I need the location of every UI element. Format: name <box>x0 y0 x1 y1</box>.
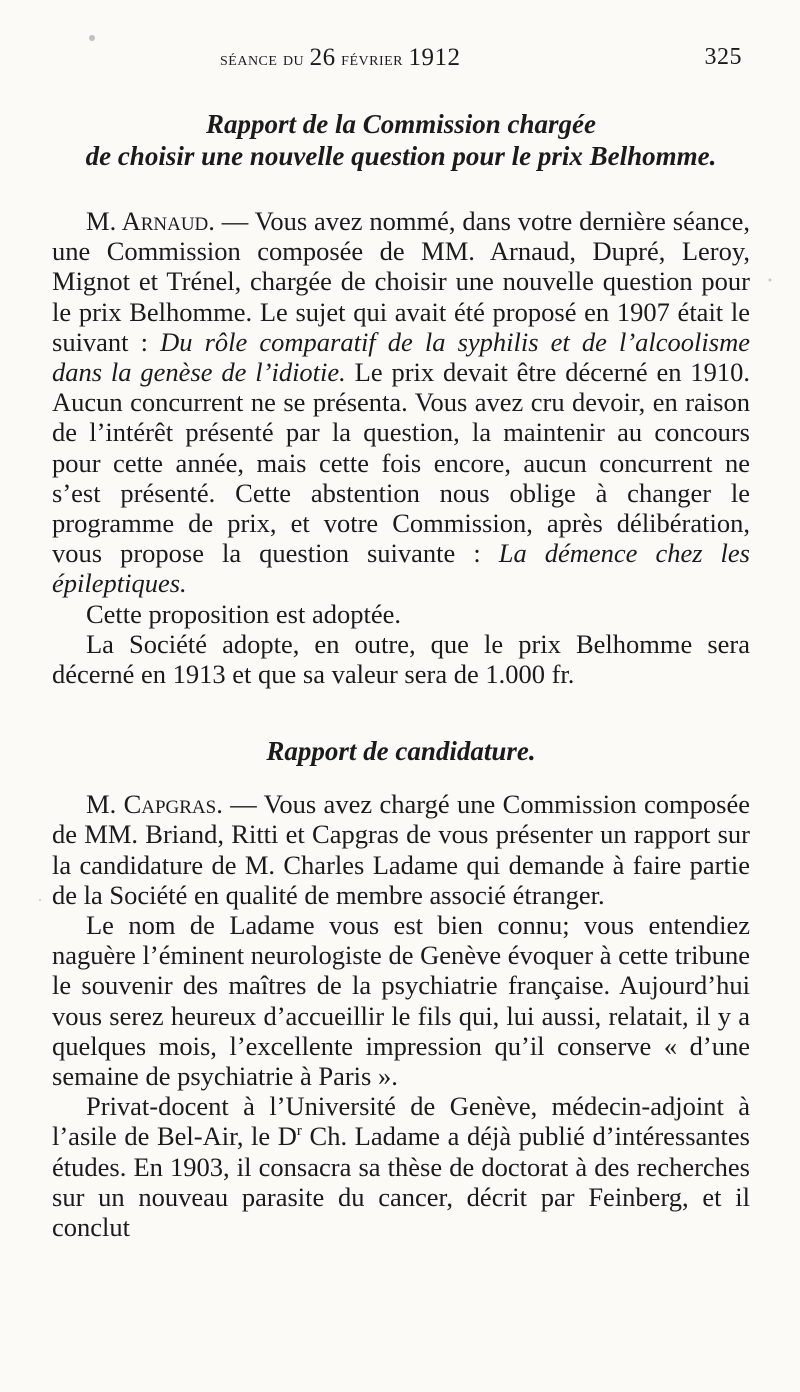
running-head <box>52 38 750 78</box>
paragraph-prize-decision: La Société adopte, en outre, que le prix Belhomme sera décerné en 1913 et que sa valeur sera de 1.000 fr. <box>52 628 750 690</box>
section-title-candidature: Rapport de candidature. <box>266 736 536 767</box>
running-head-month: février <box>341 48 404 70</box>
running-head-title <box>220 44 461 72</box>
paragraph-privat-docent <box>52 1091 750 1242</box>
paragraph-arnaud <box>52 206 750 599</box>
italic-question: La démence chez les épileptiques. <box>52 538 750 599</box>
section-title-line-1: Rapport de la Commission chargée <box>205 109 597 139</box>
paragraph-text: — Vous avez chargé une Commission composée de MM. Briand, Ritti et Capgras de vous présenter un rapport sur la candidature de M. Charles Ladame qui demande à faire partie de la Société en qualité de membre associé étranger. <box>52 789 750 910</box>
section-title-line-2: de choisir une nouvelle question pour le prix Belhomme. <box>85 141 717 171</box>
page-number: 325 <box>704 44 742 70</box>
book-page <box>52 38 750 1242</box>
paragraph-text: Le prix devait être décerné en 1910. Aucun concurrent ne se présenta. Vous avez cru devoir, en raison de l’intérêt présenté par la question, la maintenir au concours pour cette année, mais cette fois encore, aucun concurrent ne s’est présenté. Cette abstention nous oblige à changer le programme de prix, et votre Commission, après délibération, vous propose la question suivante : <box>52 357 750 569</box>
superscript: r <box>296 1123 302 1140</box>
italic-question: Du rôle comparatif de la syphilis et de l’alcoolisme dans la genèse de l’idiotie. <box>52 326 750 388</box>
paragraph-capgras <box>52 789 750 910</box>
running-head-year: 1912 <box>408 44 461 71</box>
section-title-commission <box>52 108 750 172</box>
paragraph-text: — Vous avez nommé, dans votre dernière séance, une Commission composée de MM. Arnaud, Dupré, Leroy, Mignot et Trénel, chargée de choisir une nouvelle question pour le prix Belhomme. Le sujet qui avait été proposé en 1907 était le suivant : <box>52 206 751 357</box>
speaker-name: M. Arnaud. <box>86 206 215 236</box>
paragraph-proposition-adopted: Cette proposition est adoptée. <box>86 598 401 629</box>
speaker-name: M. Capgras. <box>86 789 223 820</box>
paragraph-text: Privat-docent à l’Université de Genève, médecin-adjoint à l’asile de Bel-Air, le D <box>52 1091 750 1152</box>
running-head-day: 26 <box>309 44 336 71</box>
paragraph-text: Ch. Ladame a déjà publié d’intéressantes études. En 1903, il consacra sa thèse de doctorat à des recherches sur un nouveau parasite du cancer, décrit par Feinberg, et il conclut <box>52 1121 750 1243</box>
running-head-prefix: séance du <box>220 48 305 70</box>
paragraph-ladame-name: Le nom de Ladame vous est bien connu; vous entendiez naguère l’éminent neurologiste de Genève évoquer à cette tribune le souvenir des maîtres de la psychiatrie française. Aujourd’hui vous serez heureux d’accueillir le fils qui, lui aussi, relatait, il y a quelques mois, l’excellente impression qu’il conserve « d’une semaine de psychiatrie à Paris ». <box>52 910 750 1092</box>
